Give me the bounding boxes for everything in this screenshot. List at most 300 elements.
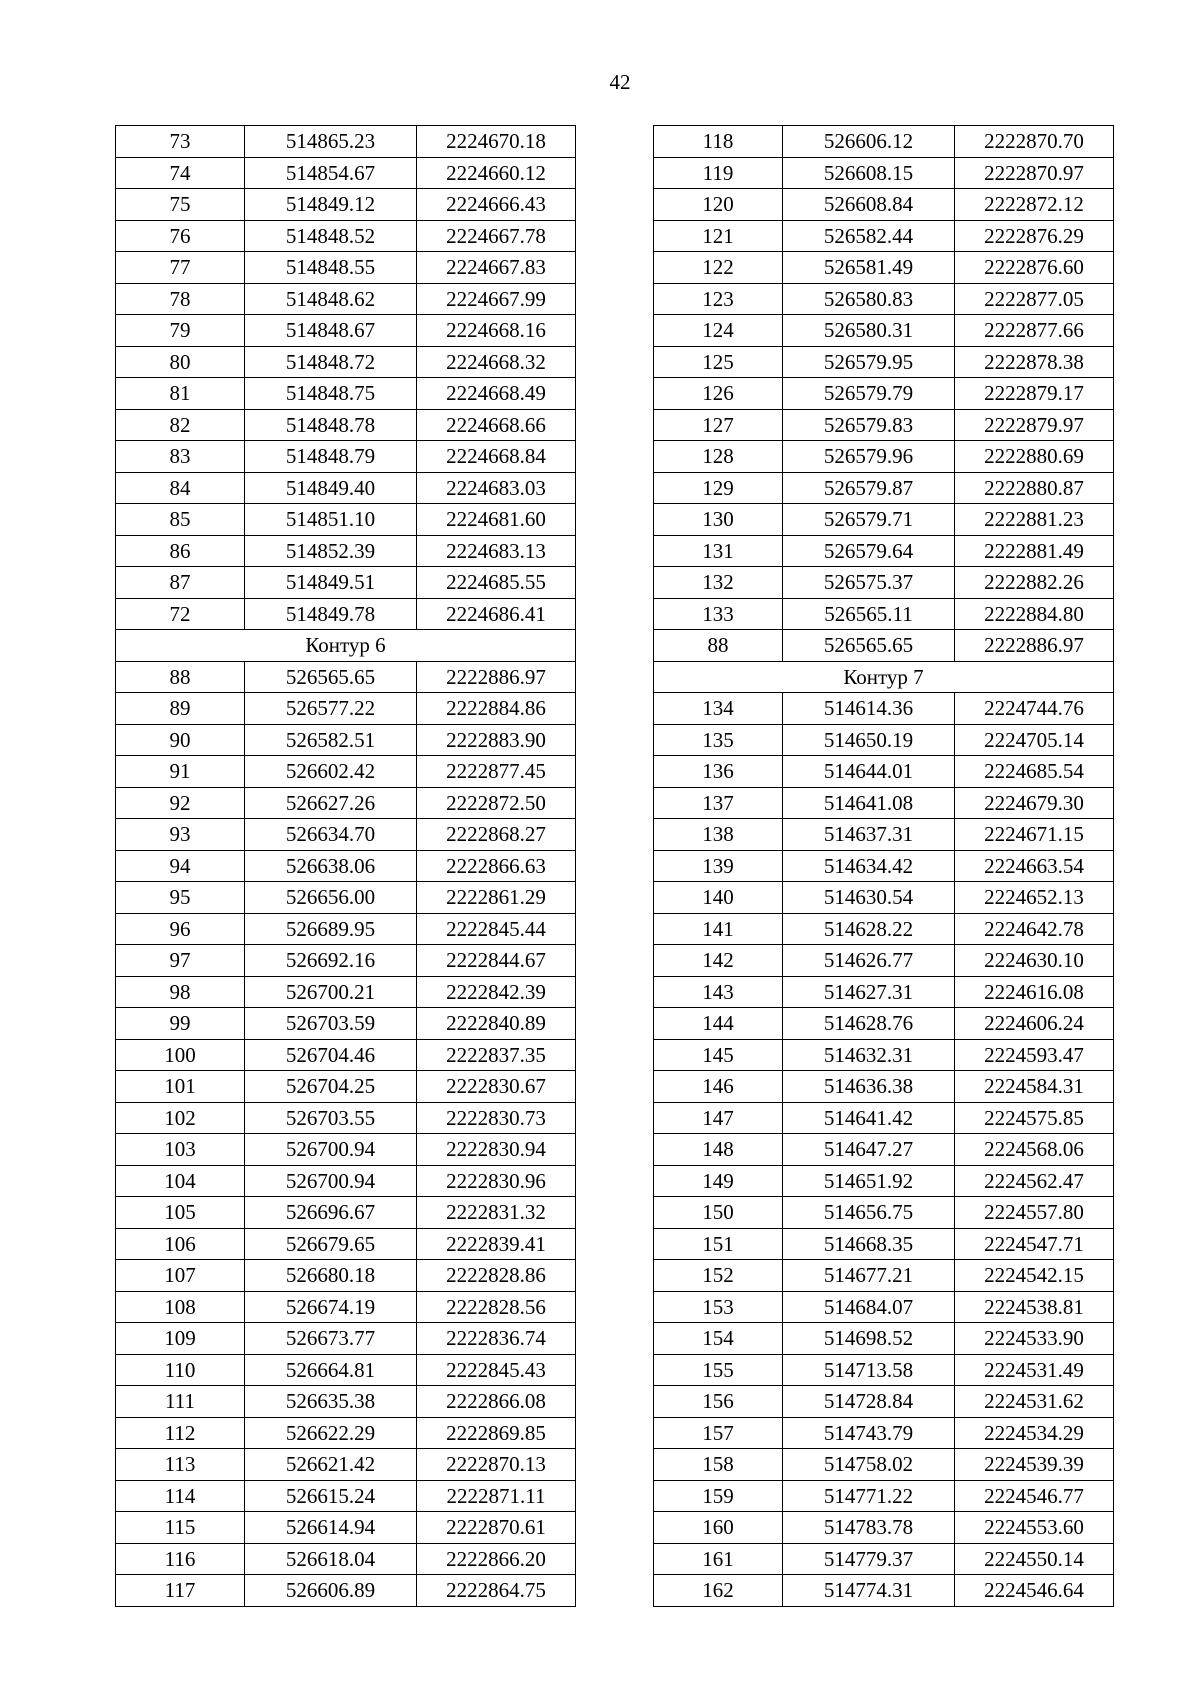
table-row (654, 976, 1114, 1008)
y-coordinate-cell: 2224652.13 (955, 882, 1114, 914)
y-coordinate-cell: 2222861.29 (417, 882, 576, 914)
table-row (654, 1354, 1114, 1386)
y-coordinate-cell: 2224744.76 (955, 693, 1114, 725)
x-coordinate-cell: 514614.36 (783, 693, 955, 725)
point-number-cell: 120 (654, 189, 783, 221)
x-coordinate-cell: 514698.52 (783, 1323, 955, 1355)
y-coordinate-cell: 2222882.26 (955, 567, 1114, 599)
y-coordinate-cell: 2224683.03 (417, 472, 576, 504)
y-coordinate-cell: 2222840.89 (417, 1008, 576, 1040)
x-coordinate-cell: 526565.65 (783, 630, 955, 662)
x-coordinate-cell: 514628.76 (783, 1008, 955, 1040)
point-number-cell: 89 (116, 693, 245, 725)
table-row (116, 1165, 576, 1197)
x-coordinate-cell: 526602.42 (245, 756, 417, 788)
x-coordinate-cell: 526580.83 (783, 283, 955, 315)
y-coordinate-cell: 2222830.96 (417, 1165, 576, 1197)
point-number-cell: 114 (116, 1480, 245, 1512)
x-coordinate-cell: 514848.52 (245, 220, 417, 252)
page-number: 42 (609, 70, 631, 94)
x-coordinate-cell: 514728.84 (783, 1386, 955, 1418)
y-coordinate-cell: 2224683.13 (417, 535, 576, 567)
y-coordinate-cell: 2224584.31 (955, 1071, 1114, 1103)
y-coordinate-cell: 2222870.97 (955, 157, 1114, 189)
x-coordinate-cell: 526579.96 (783, 441, 955, 473)
point-number-cell: 115 (116, 1512, 245, 1544)
table-row (116, 315, 576, 347)
y-coordinate-cell: 2222870.70 (955, 126, 1114, 158)
table-row (116, 913, 576, 945)
point-number-cell: 147 (654, 1102, 783, 1134)
y-coordinate-cell: 2224533.90 (955, 1323, 1114, 1355)
table-row (654, 126, 1114, 158)
point-number-cell: 128 (654, 441, 783, 473)
point-number-cell: 126 (654, 378, 783, 410)
x-coordinate-cell: 514848.78 (245, 409, 417, 441)
y-coordinate-cell: 2222884.80 (955, 598, 1114, 630)
point-number-cell: 99 (116, 1008, 245, 1040)
point-number-cell: 113 (116, 1449, 245, 1481)
x-coordinate-cell: 526608.84 (783, 189, 955, 221)
y-coordinate-cell: 2222866.20 (417, 1543, 576, 1575)
x-coordinate-cell: 514628.22 (783, 913, 955, 945)
table-row (116, 409, 576, 441)
x-coordinate-cell: 526579.79 (783, 378, 955, 410)
x-coordinate-cell: 514849.40 (245, 472, 417, 504)
table-row (116, 1386, 576, 1418)
x-coordinate-cell: 526703.55 (245, 1102, 417, 1134)
y-coordinate-cell: 2222879.97 (955, 409, 1114, 441)
table-row (116, 976, 576, 1008)
y-coordinate-cell: 2224663.54 (955, 850, 1114, 882)
table-row (116, 1008, 576, 1040)
x-coordinate-cell: 514641.42 (783, 1102, 955, 1134)
y-coordinate-cell: 2222883.90 (417, 724, 576, 756)
point-number-cell: 117 (116, 1575, 245, 1607)
point-number-cell: 86 (116, 535, 245, 567)
x-coordinate-cell: 526614.94 (245, 1512, 417, 1544)
table-row (654, 441, 1114, 473)
y-coordinate-cell: 2222876.60 (955, 252, 1114, 284)
point-number-cell: 81 (116, 378, 245, 410)
y-coordinate-cell: 2222869.85 (417, 1417, 576, 1449)
point-number-cell: 140 (654, 882, 783, 914)
point-number-cell: 161 (654, 1543, 783, 1575)
table-row (116, 1039, 576, 1071)
y-coordinate-cell: 2224668.16 (417, 315, 576, 347)
y-coordinate-cell: 2222870.61 (417, 1512, 576, 1544)
table-row (654, 1543, 1114, 1575)
y-coordinate-cell: 2222844.67 (417, 945, 576, 977)
x-coordinate-cell: 514852.39 (245, 535, 417, 567)
y-coordinate-cell: 2224616.08 (955, 976, 1114, 1008)
table-row (116, 252, 576, 284)
contour-header-row (116, 630, 576, 662)
table-row (654, 189, 1114, 221)
table-row (116, 1071, 576, 1103)
point-number-cell: 74 (116, 157, 245, 189)
point-number-cell: 154 (654, 1323, 783, 1355)
x-coordinate-cell: 526608.15 (783, 157, 955, 189)
point-number-cell: 93 (116, 819, 245, 851)
y-coordinate-cell: 2224666.43 (417, 189, 576, 221)
x-coordinate-cell: 526606.12 (783, 126, 955, 158)
point-number-cell: 104 (116, 1165, 245, 1197)
x-coordinate-cell: 526581.49 (783, 252, 955, 284)
table-row (654, 787, 1114, 819)
y-coordinate-cell: 2224660.12 (417, 157, 576, 189)
x-coordinate-cell: 514848.79 (245, 441, 417, 473)
point-number-cell: 144 (654, 1008, 783, 1040)
y-coordinate-cell: 2222881.23 (955, 504, 1114, 536)
point-number-cell: 112 (116, 1417, 245, 1449)
point-number-cell: 160 (654, 1512, 783, 1544)
point-number-cell: 97 (116, 945, 245, 977)
x-coordinate-cell: 526700.21 (245, 976, 417, 1008)
x-coordinate-cell: 514758.02 (783, 1449, 955, 1481)
point-number-cell: 145 (654, 1039, 783, 1071)
table-row (116, 598, 576, 630)
y-coordinate-cell: 2224531.62 (955, 1386, 1114, 1418)
y-coordinate-cell: 2224534.29 (955, 1417, 1114, 1449)
point-number-cell: 138 (654, 819, 783, 851)
coordinates-table-right (653, 125, 1114, 1607)
point-number-cell: 139 (654, 850, 783, 882)
table-row (654, 346, 1114, 378)
table-row (116, 1197, 576, 1229)
x-coordinate-cell: 526703.59 (245, 1008, 417, 1040)
table-row (654, 1165, 1114, 1197)
point-number-cell: 107 (116, 1260, 245, 1292)
y-coordinate-cell: 2224547.71 (955, 1228, 1114, 1260)
point-number-cell: 98 (116, 976, 245, 1008)
table-row (654, 882, 1114, 914)
x-coordinate-cell: 514630.54 (783, 882, 955, 914)
table-row (654, 913, 1114, 945)
y-coordinate-cell: 2224538.81 (955, 1291, 1114, 1323)
table-row (654, 378, 1114, 410)
x-coordinate-cell: 526638.06 (245, 850, 417, 882)
table-row (116, 189, 576, 221)
y-coordinate-cell: 2224593.47 (955, 1039, 1114, 1071)
x-coordinate-cell: 526627.26 (245, 787, 417, 819)
table-row (654, 850, 1114, 882)
y-coordinate-cell: 2224557.80 (955, 1197, 1114, 1229)
point-number-cell: 83 (116, 441, 245, 473)
x-coordinate-cell: 514848.72 (245, 346, 417, 378)
point-number-cell: 119 (654, 157, 783, 189)
x-coordinate-cell: 526622.29 (245, 1417, 417, 1449)
table-row (116, 819, 576, 851)
table-row (654, 945, 1114, 977)
point-number-cell: 141 (654, 913, 783, 945)
point-number-cell: 95 (116, 882, 245, 914)
table-row (654, 1449, 1114, 1481)
table-row (116, 661, 576, 693)
table-row (116, 346, 576, 378)
point-number-cell: 136 (654, 756, 783, 788)
point-number-cell: 92 (116, 787, 245, 819)
point-number-cell: 100 (116, 1039, 245, 1071)
table-row (116, 945, 576, 977)
x-coordinate-cell: 526656.00 (245, 882, 417, 914)
table-row (654, 1480, 1114, 1512)
coordinates-table-right-body (654, 126, 1114, 1607)
x-coordinate-cell: 526565.11 (783, 598, 955, 630)
y-coordinate-cell: 2224668.66 (417, 409, 576, 441)
point-number-cell: 155 (654, 1354, 783, 1386)
x-coordinate-cell: 514848.67 (245, 315, 417, 347)
table-row (116, 535, 576, 567)
point-number-cell: 121 (654, 220, 783, 252)
point-number-cell: 151 (654, 1228, 783, 1260)
table-row (116, 472, 576, 504)
point-number-cell: 85 (116, 504, 245, 536)
point-number-cell: 150 (654, 1197, 783, 1229)
x-coordinate-cell: 514636.38 (783, 1071, 955, 1103)
table-row (116, 1417, 576, 1449)
x-coordinate-cell: 526579.95 (783, 346, 955, 378)
x-coordinate-cell: 514849.78 (245, 598, 417, 630)
coordinates-table-left (115, 125, 576, 1607)
y-coordinate-cell: 2222836.74 (417, 1323, 576, 1355)
table-row (116, 567, 576, 599)
table-row (116, 1575, 576, 1607)
y-coordinate-cell: 2222842.39 (417, 976, 576, 1008)
point-number-cell: 122 (654, 252, 783, 284)
table-row (654, 1323, 1114, 1355)
y-coordinate-cell: 2222830.73 (417, 1102, 576, 1134)
x-coordinate-cell: 514783.78 (783, 1512, 955, 1544)
x-coordinate-cell: 526579.71 (783, 504, 955, 536)
point-number-cell: 131 (654, 535, 783, 567)
point-number-cell: 153 (654, 1291, 783, 1323)
point-number-cell: 78 (116, 283, 245, 315)
table-row (654, 1197, 1114, 1229)
table-row (654, 157, 1114, 189)
point-number-cell: 73 (116, 126, 245, 158)
x-coordinate-cell: 526582.44 (783, 220, 955, 252)
y-coordinate-cell: 2222880.87 (955, 472, 1114, 504)
table-row (654, 252, 1114, 284)
y-coordinate-cell: 2222830.67 (417, 1071, 576, 1103)
y-coordinate-cell: 2222872.12 (955, 189, 1114, 221)
y-coordinate-cell: 2224642.78 (955, 913, 1114, 945)
x-coordinate-cell: 514644.01 (783, 756, 955, 788)
x-coordinate-cell: 514656.75 (783, 1197, 955, 1229)
point-number-cell: 129 (654, 472, 783, 504)
x-coordinate-cell: 514848.62 (245, 283, 417, 315)
x-coordinate-cell: 514634.42 (783, 850, 955, 882)
point-number-cell: 82 (116, 409, 245, 441)
x-coordinate-cell: 514849.51 (245, 567, 417, 599)
y-coordinate-cell: 2224685.55 (417, 567, 576, 599)
point-number-cell: 143 (654, 976, 783, 1008)
table-row (116, 1134, 576, 1166)
y-coordinate-cell: 2222830.94 (417, 1134, 576, 1166)
x-coordinate-cell: 514848.55 (245, 252, 417, 284)
table-row (654, 1102, 1114, 1134)
table-row (654, 1039, 1114, 1071)
y-coordinate-cell: 2222837.35 (417, 1039, 576, 1071)
table-row (116, 693, 576, 725)
y-coordinate-cell: 2224550.14 (955, 1543, 1114, 1575)
point-number-cell: 146 (654, 1071, 783, 1103)
point-number-cell: 76 (116, 220, 245, 252)
table-row (654, 1417, 1114, 1449)
y-coordinate-cell: 2224531.49 (955, 1354, 1114, 1386)
y-coordinate-cell: 2224667.83 (417, 252, 576, 284)
y-coordinate-cell: 2222839.41 (417, 1228, 576, 1260)
y-coordinate-cell: 2224546.77 (955, 1480, 1114, 1512)
point-number-cell: 125 (654, 346, 783, 378)
point-number-cell: 137 (654, 787, 783, 819)
table-row (116, 378, 576, 410)
point-number-cell: 102 (116, 1102, 245, 1134)
table-row (116, 126, 576, 158)
point-number-cell: 156 (654, 1386, 783, 1418)
y-coordinate-cell: 2224671.15 (955, 819, 1114, 851)
point-number-cell: 152 (654, 1260, 783, 1292)
point-number-cell: 124 (654, 315, 783, 347)
x-coordinate-cell: 514771.22 (783, 1480, 955, 1512)
x-coordinate-cell: 514851.10 (245, 504, 417, 536)
y-coordinate-cell: 2222828.56 (417, 1291, 576, 1323)
x-coordinate-cell: 514641.08 (783, 787, 955, 819)
table-row (654, 315, 1114, 347)
table-row (116, 1323, 576, 1355)
point-number-cell: 80 (116, 346, 245, 378)
x-coordinate-cell: 514713.58 (783, 1354, 955, 1386)
y-coordinate-cell: 2222880.69 (955, 441, 1114, 473)
point-number-cell: 88 (654, 630, 783, 662)
point-number-cell: 135 (654, 724, 783, 756)
x-coordinate-cell: 514632.31 (783, 1039, 955, 1071)
table-row (654, 1260, 1114, 1292)
table-row (654, 630, 1114, 662)
x-coordinate-cell: 514774.31 (783, 1575, 955, 1607)
y-coordinate-cell: 2224681.60 (417, 504, 576, 536)
x-coordinate-cell: 526565.65 (245, 661, 417, 693)
x-coordinate-cell: 514677.21 (783, 1260, 955, 1292)
point-number-cell: 110 (116, 1354, 245, 1386)
x-coordinate-cell: 526700.94 (245, 1165, 417, 1197)
point-number-cell: 75 (116, 189, 245, 221)
point-number-cell: 158 (654, 1449, 783, 1481)
x-coordinate-cell: 514668.35 (783, 1228, 955, 1260)
table-row (116, 1449, 576, 1481)
y-coordinate-cell: 2224667.78 (417, 220, 576, 252)
point-number-cell: 84 (116, 472, 245, 504)
x-coordinate-cell: 514865.23 (245, 126, 417, 158)
table-row (654, 283, 1114, 315)
point-number-cell: 79 (116, 315, 245, 347)
point-number-cell: 108 (116, 1291, 245, 1323)
table-row (654, 1291, 1114, 1323)
y-coordinate-cell: 2222866.63 (417, 850, 576, 882)
point-number-cell: 159 (654, 1480, 783, 1512)
x-coordinate-cell: 526575.37 (783, 567, 955, 599)
y-coordinate-cell: 2224668.49 (417, 378, 576, 410)
point-number-cell: 127 (654, 409, 783, 441)
table-row (654, 1071, 1114, 1103)
x-coordinate-cell: 514684.07 (783, 1291, 955, 1323)
y-coordinate-cell: 2222886.97 (417, 661, 576, 693)
x-coordinate-cell: 526606.89 (245, 1575, 417, 1607)
point-number-cell: 133 (654, 598, 783, 630)
point-number-cell: 77 (116, 252, 245, 284)
y-coordinate-cell: 2222871.11 (417, 1480, 576, 1512)
x-coordinate-cell: 514848.75 (245, 378, 417, 410)
point-number-cell: 123 (654, 283, 783, 315)
x-coordinate-cell: 526704.25 (245, 1071, 417, 1103)
y-coordinate-cell: 2224670.18 (417, 126, 576, 158)
y-coordinate-cell: 2222866.08 (417, 1386, 576, 1418)
table-row (654, 756, 1114, 788)
point-number-cell: 118 (654, 126, 783, 158)
table-row (654, 1512, 1114, 1544)
x-coordinate-cell: 526700.94 (245, 1134, 417, 1166)
y-coordinate-cell: 2224685.54 (955, 756, 1114, 788)
y-coordinate-cell: 2222879.17 (955, 378, 1114, 410)
table-row (116, 1291, 576, 1323)
table-row (116, 850, 576, 882)
table-row (654, 220, 1114, 252)
y-coordinate-cell: 2224667.99 (417, 283, 576, 315)
table-row (654, 472, 1114, 504)
y-coordinate-cell: 2224606.24 (955, 1008, 1114, 1040)
x-coordinate-cell: 526679.65 (245, 1228, 417, 1260)
contour-title: Контур 7 (654, 661, 1114, 693)
point-number-cell: 134 (654, 693, 783, 725)
table-row (116, 756, 576, 788)
contour-header-row (654, 661, 1114, 693)
point-number-cell: 116 (116, 1543, 245, 1575)
table-row (116, 787, 576, 819)
y-coordinate-cell: 2224539.39 (955, 1449, 1114, 1481)
table-row (116, 283, 576, 315)
point-number-cell: 91 (116, 756, 245, 788)
table-row (116, 1354, 576, 1386)
x-coordinate-cell: 526579.87 (783, 472, 955, 504)
x-coordinate-cell: 526579.64 (783, 535, 955, 567)
x-coordinate-cell: 526674.19 (245, 1291, 417, 1323)
x-coordinate-cell: 526635.38 (245, 1386, 417, 1418)
table-row (654, 409, 1114, 441)
point-number-cell: 130 (654, 504, 783, 536)
point-number-cell: 132 (654, 567, 783, 599)
x-coordinate-cell: 526673.77 (245, 1323, 417, 1355)
table-row (654, 693, 1114, 725)
point-number-cell: 105 (116, 1197, 245, 1229)
table-row (654, 1575, 1114, 1607)
table-row (654, 1228, 1114, 1260)
table-row (654, 819, 1114, 851)
point-number-cell: 109 (116, 1323, 245, 1355)
table-row (116, 157, 576, 189)
y-coordinate-cell: 2224562.47 (955, 1165, 1114, 1197)
table-row (116, 1512, 576, 1544)
x-coordinate-cell: 526634.70 (245, 819, 417, 851)
x-coordinate-cell: 514779.37 (783, 1543, 955, 1575)
y-coordinate-cell: 2224668.32 (417, 346, 576, 378)
point-number-cell: 87 (116, 567, 245, 599)
y-coordinate-cell: 2224668.84 (417, 441, 576, 473)
x-coordinate-cell: 514849.12 (245, 189, 417, 221)
table-row (654, 1008, 1114, 1040)
x-coordinate-cell: 514650.19 (783, 724, 955, 756)
table-row (654, 724, 1114, 756)
